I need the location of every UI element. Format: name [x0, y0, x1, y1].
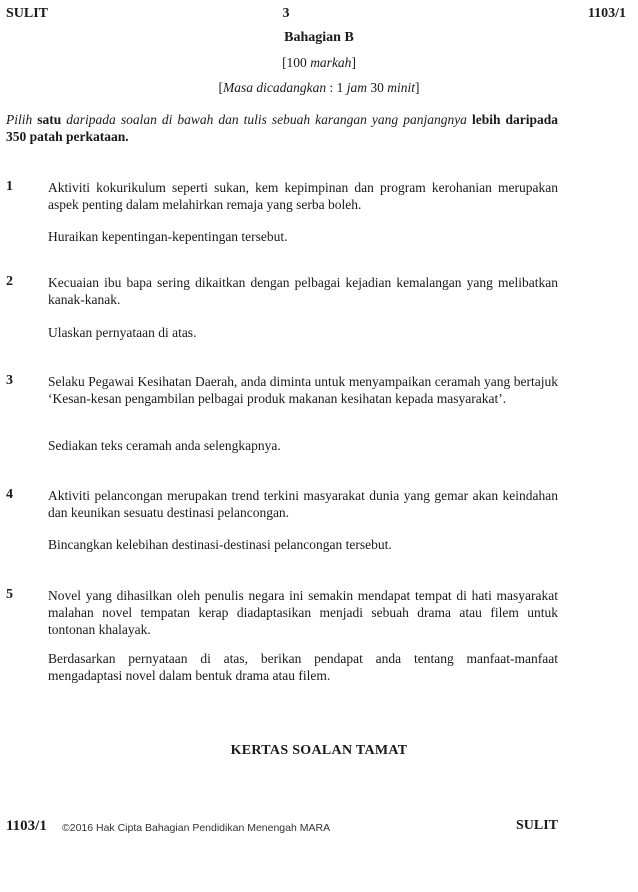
question-text: Aktiviti pelancongan merupakan trend terkini masyarakat dunia yang gemar akan keindahan dan keunikan sesuatu destinasi pelancongan. — [48, 488, 558, 520]
question-task: Bincangkan kelebihan destinasi-destinasi pelancongan tersebut. — [48, 537, 392, 552]
question-task: Ulaskan pernyataan di atas. — [48, 325, 197, 340]
question-text: Aktiviti kokurikulum seperti sukan, kem kepimpinan dan program kerohanian merupakan aspek penting dalam melahirkan remaja yang serba boleh. — [48, 180, 558, 212]
footer-paper-code: 1103/1 — [6, 818, 47, 834]
question-number: 3 — [6, 373, 13, 388]
question-task: Huraikan kepentingan-kepentingan tersebut. — [48, 229, 288, 244]
question-number: 2 — [6, 274, 13, 289]
question-text: Novel yang dihasilkan oleh penulis negara ini semakin mendapat tempat di hati masyarakat malahan novel tempatan kerap diadaptasikan menjadi sebuah drama atau filem untuk tontonan khalayak. — [48, 588, 558, 637]
question-task: Berdasarkan pernyataan di atas, berikan pendapat anda tentang manfaat-manfaat mengadaptasi novel dalam bentuk drama atau filem. — [48, 651, 558, 683]
page-number: 3 — [282, 6, 290, 21]
header-classification: SULIT — [6, 6, 49, 21]
question-number: 4 — [6, 487, 13, 502]
footer-classification: SULIT — [515, 818, 558, 833]
section-title: Bahagian B — [284, 30, 354, 45]
end-of-paper-label: KERTAS SOALAN TAMAT — [230, 743, 408, 758]
question-number: 1 — [6, 179, 13, 194]
question-text: Kecuaian ibu bapa sering dikaitkan dengan pelbagai kejadian kemalangan yang melibatkan kanak-kanak. — [48, 275, 558, 307]
suggested-time: [Masa dicadangkan : 1 jam 30 minit] — [218, 80, 420, 95]
footer-copyright: ©2016 Hak Cipta Bahagian Pendidikan Menengah MARA — [62, 822, 331, 834]
question-text: Selaku Pegawai Kesihatan Daerah, anda diminta untuk menyampaikan ceramah yang bertajuk ‘Kesan-kesan pengambilan pelbagai produk makanan kesihatan kepada masyarakat’. — [48, 374, 558, 406]
header-paper-code: 1103/1 — [587, 6, 626, 21]
instruction: Pilih satu daripada soalan di bawah dan tulis sebuah karangan yang panjangnya lebih daripada 350 patah perkataan. — [6, 112, 558, 144]
total-marks: [100 markah] — [282, 55, 356, 70]
question-task: Sediakan teks ceramah anda selengkapnya. — [48, 438, 281, 453]
question-number: 5 — [6, 587, 13, 602]
